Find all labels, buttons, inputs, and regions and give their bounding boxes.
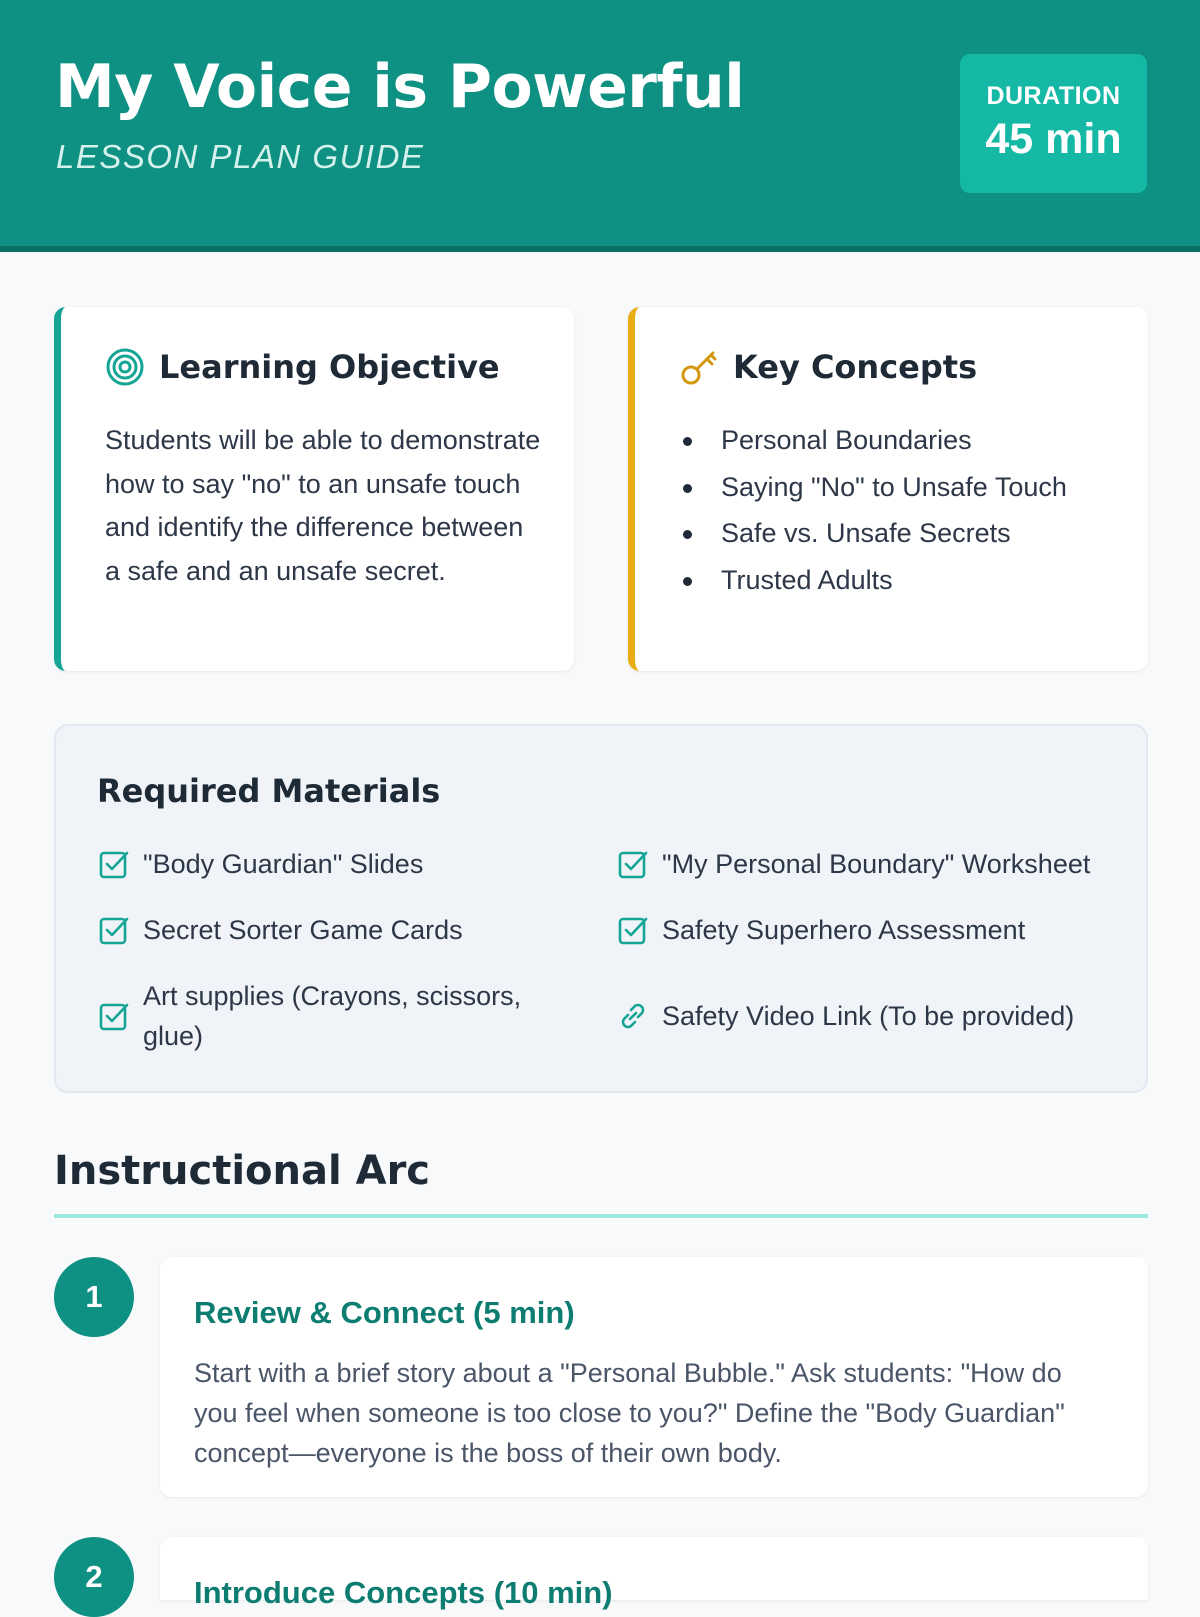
key-icon (679, 347, 719, 387)
link-icon (616, 999, 650, 1033)
step-description: Start with a brief story about a "Personal Bubble." Ask students: "How do you feel when someone is too close to you?" Define the "Body Guardian" concept—everyone is the boss of their own body. (194, 1358, 1065, 1468)
duration-badge (960, 54, 1147, 193)
duration-label: DURATION (986, 82, 1121, 110)
learning-objective-text: Students will be able to demonstrate how to say "no" to an unsafe touch and identify the difference between a safe and an unsafe secret. (105, 425, 541, 586)
material-label: "My Personal Boundary" Worksheet (662, 849, 1091, 879)
material-item (616, 844, 1090, 884)
step-card (160, 1537, 1148, 1610)
step-number-badge: 2 (54, 1537, 134, 1617)
key-concepts-header (679, 347, 977, 387)
concept-item: Trusted Adults (683, 557, 1067, 604)
learning-objective-card (54, 307, 574, 671)
material-label: "Body Guardian" Slides (143, 849, 424, 879)
checkbox-icon (616, 913, 650, 947)
required-materials-panel (54, 724, 1148, 1093)
material-item (616, 910, 1025, 950)
step-title: Introduce Concepts (10 min) (194, 1575, 613, 1610)
material-label: Safety Superhero Assessment (662, 915, 1026, 945)
target-icon (105, 347, 145, 387)
section-divider (54, 1214, 1148, 1218)
step-title: Review & Connect (5 min) (194, 1295, 575, 1330)
checkbox-icon (97, 847, 131, 881)
lesson-header (0, 0, 1200, 252)
material-item (97, 910, 463, 950)
key-concepts-heading: Key Concepts (733, 348, 978, 386)
concept-item: Personal Boundaries (683, 417, 1067, 464)
lesson-subtitle: LESSON PLAN GUIDE (56, 138, 425, 175)
material-label: Safety Video Link (To be provided) (662, 1001, 1075, 1031)
required-materials-heading: Required Materials (97, 772, 441, 810)
material-label: Secret Sorter Game Cards (143, 915, 463, 945)
material-label: Art supplies (Crayons, scissors, glue) (143, 981, 522, 1051)
material-item (616, 996, 1074, 1036)
learning-objective-header (105, 347, 500, 387)
duration-value: 45 min (985, 115, 1122, 163)
learning-objective-heading: Learning Objective (159, 348, 500, 386)
checkbox-icon (97, 999, 131, 1033)
instructional-arc-heading: Instructional Arc (54, 1148, 431, 1194)
concept-item: Saying "No" to Unsafe Touch (683, 464, 1067, 511)
step-card (160, 1257, 1148, 1497)
checkbox-icon (616, 847, 650, 881)
key-concepts-list (683, 417, 1067, 603)
lesson-title: My Voice is Powerful (55, 52, 745, 122)
material-item (97, 844, 423, 884)
step-number-badge: 1 (54, 1257, 134, 1337)
key-concepts-card (628, 307, 1148, 671)
material-item (97, 976, 543, 1056)
checkbox-icon (97, 913, 131, 947)
concept-item: Safe vs. Unsafe Secrets (683, 510, 1067, 557)
